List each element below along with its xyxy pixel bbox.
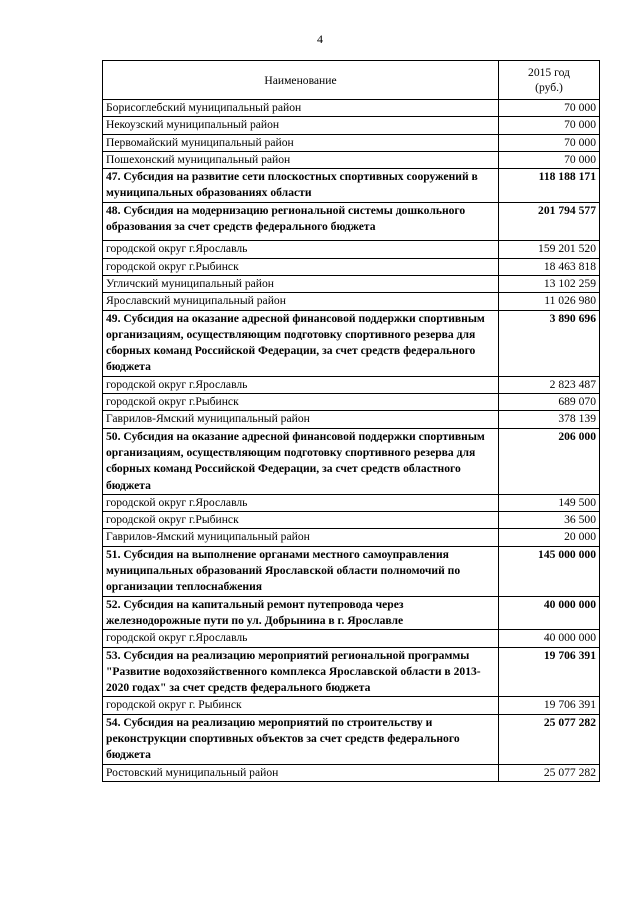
section-amount: 19 706 391 bbox=[499, 647, 600, 697]
recipient-name: городской округ г.Ярославль bbox=[103, 241, 499, 258]
recipient-name: городской округ г.Рыбинск bbox=[103, 512, 499, 529]
recipient-name: Пошехонский муниципальный район bbox=[103, 151, 499, 168]
table-row bbox=[103, 151, 600, 168]
column-header-amount bbox=[499, 61, 600, 100]
table-row bbox=[103, 512, 600, 529]
section-amount: 25 077 282 bbox=[499, 714, 600, 764]
section-title: 51. Субсидия на выполнение органами местного самоуправления муниципальных образований Ярославской области полномочий по организации теплоснабжения bbox=[103, 546, 499, 596]
section-row bbox=[103, 169, 600, 203]
recipient-amount: 19 706 391 bbox=[499, 697, 600, 714]
recipient-name: городской округ г. Рыбинск bbox=[103, 697, 499, 714]
recipient-name: Первомайский муниципальный район bbox=[103, 134, 499, 151]
recipient-amount: 70 000 bbox=[499, 117, 600, 134]
recipient-amount: 13 102 259 bbox=[499, 275, 600, 292]
recipient-amount: 70 000 bbox=[499, 100, 600, 117]
section-row bbox=[103, 714, 600, 764]
section-row bbox=[103, 202, 600, 241]
section-title: 52. Субсидия на капитальный ремонт путепровода через железнодорожные пути по ул. Добрынина в г. Ярославле bbox=[103, 596, 499, 630]
recipient-amount: 159 201 520 bbox=[499, 241, 600, 258]
recipient-name: Ростовский муниципальный район bbox=[103, 764, 499, 781]
section-row bbox=[103, 428, 600, 494]
recipient-name: городской округ г.Ярославль bbox=[103, 630, 499, 647]
recipient-name: городской округ г.Рыбинск bbox=[103, 258, 499, 275]
recipient-name: Ярославский муниципальный район bbox=[103, 293, 499, 310]
section-title: 54. Субсидия на реализацию мероприятий по строительству и реконструкции спортивных объектов за счет средств федерального бюджета bbox=[103, 714, 499, 764]
recipient-name: городской округ г.Ярославль bbox=[103, 494, 499, 511]
recipient-amount: 689 070 bbox=[499, 394, 600, 411]
section-amount: 201 794 577 bbox=[499, 202, 600, 241]
section-amount: 3 890 696 bbox=[499, 310, 600, 376]
section-row bbox=[103, 546, 600, 596]
recipient-name: Угличский муниципальный район bbox=[103, 275, 499, 292]
recipient-amount: 70 000 bbox=[499, 151, 600, 168]
recipient-name: Гаврилов-Ямский муниципальный район bbox=[103, 411, 499, 428]
recipient-name: Некоузский муниципальный район bbox=[103, 117, 499, 134]
table-row bbox=[103, 117, 600, 134]
table-row bbox=[103, 293, 600, 310]
table-row bbox=[103, 100, 600, 117]
section-row bbox=[103, 647, 600, 697]
table-header-row bbox=[103, 61, 600, 100]
section-title: 47. Субсидия на развитие сети плоскостных спортивных сооружений в муниципальных образованиях области bbox=[103, 169, 499, 203]
table-row bbox=[103, 764, 600, 781]
table-row bbox=[103, 376, 600, 393]
table-row bbox=[103, 630, 600, 647]
section-amount: 145 000 000 bbox=[499, 546, 600, 596]
column-header-year: 2015 год bbox=[528, 66, 570, 79]
table-row bbox=[103, 529, 600, 546]
table-row bbox=[103, 241, 600, 258]
table-row bbox=[103, 697, 600, 714]
section-amount: 40 000 000 bbox=[499, 596, 600, 630]
recipient-amount: 149 500 bbox=[499, 494, 600, 511]
recipient-amount: 20 000 bbox=[499, 529, 600, 546]
section-title: 49. Субсидия на оказание адресной финансовой поддержки спортивным организациям, осуществляющим подготовку спортивного резерва для сборных команд Российской Федерации, за счет средств федерального бюджета bbox=[103, 310, 499, 376]
recipient-name: Борисоглебский муниципальный район bbox=[103, 100, 499, 117]
table-row bbox=[103, 394, 600, 411]
table-row bbox=[103, 258, 600, 275]
section-title: 48. Субсидия на модернизацию региональной системы дошкольного образования за счет средств федерального бюджета bbox=[103, 202, 499, 241]
section-amount: 206 000 bbox=[499, 428, 600, 494]
recipient-amount: 70 000 bbox=[499, 134, 600, 151]
recipient-amount: 18 463 818 bbox=[499, 258, 600, 275]
recipient-amount: 2 823 487 bbox=[499, 376, 600, 393]
recipient-amount: 378 139 bbox=[499, 411, 600, 428]
section-title: 53. Субсидия на реализацию мероприятий региональной программы "Развитие водохозяйственного комплекса Ярославской области в 2013-2020 годах" за счет средств федерального бюджета bbox=[103, 647, 499, 697]
section-title: 50. Субсидия на оказание адресной финансовой поддержки спортивным организациям, осуществляющим подготовку спортивного резерва для сборных команд Российской Федерации, за счет средств областного бюджета bbox=[103, 428, 499, 494]
recipient-name: Гаврилов-Ямский муниципальный район bbox=[103, 529, 499, 546]
table-row bbox=[103, 275, 600, 292]
section-row bbox=[103, 596, 600, 630]
column-header-unit: (руб.) bbox=[535, 81, 563, 94]
recipient-amount: 36 500 bbox=[499, 512, 600, 529]
section-row bbox=[103, 310, 600, 376]
section-amount: 118 188 171 bbox=[499, 169, 600, 203]
recipient-name: городской округ г.Рыбинск bbox=[103, 394, 499, 411]
recipient-amount: 40 000 000 bbox=[499, 630, 600, 647]
recipient-amount: 25 077 282 bbox=[499, 764, 600, 781]
table-row bbox=[103, 411, 600, 428]
column-header-name: Наименование bbox=[103, 61, 499, 100]
table-row bbox=[103, 134, 600, 151]
subsidy-table bbox=[102, 60, 600, 782]
page-number: 4 bbox=[317, 32, 323, 46]
table-row bbox=[103, 494, 600, 511]
recipient-name: городской округ г.Ярославль bbox=[103, 376, 499, 393]
recipient-amount: 11 026 980 bbox=[499, 293, 600, 310]
